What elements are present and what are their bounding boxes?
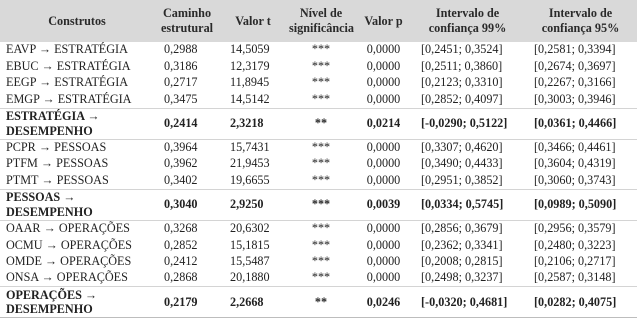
ci-99-cell: [0,2008; 0,2815] xyxy=(421,253,503,268)
header-ci-99: Intervalo de confiança 99% xyxy=(428,6,507,35)
significance-cell: *** xyxy=(286,91,356,108)
significance-cell: ** xyxy=(286,108,356,139)
construct-cell: OPERAÇÕES → DESEMPENHO xyxy=(0,287,154,318)
significance-cell: *** xyxy=(286,270,356,287)
t-value-cell: 21,9453 xyxy=(230,156,270,171)
table-row xyxy=(0,75,637,91)
t-value-cell: 20,6302 xyxy=(230,221,270,236)
significance-cell: *** xyxy=(311,139,331,154)
ci-99-cell: [0,2123; 0,3310] xyxy=(421,75,503,90)
p-value-cell: 0,0000 xyxy=(366,75,401,90)
p-value-cell: 0,0246 xyxy=(356,287,411,318)
table-row xyxy=(0,42,637,58)
construct-cell: OMDE → OPERAÇÕES xyxy=(6,253,132,268)
construct-cell: PCPR → PESSOAS xyxy=(6,139,107,154)
ci-95-cell: [0,2587; 0,3148] xyxy=(524,270,637,287)
significance-cell: *** xyxy=(286,189,356,220)
path-coefficient-cell: 0,2717 xyxy=(164,75,198,90)
path-coefficient-cell: 0,3475 xyxy=(154,91,220,108)
t-value-cell: 2,3218 xyxy=(220,108,286,139)
significance-cell: *** xyxy=(311,237,331,252)
ci-95-cell: [0,0361; 0,4466] xyxy=(524,108,637,139)
table-header xyxy=(0,0,637,42)
ci-99-cell: [0,2951; 0,3852] xyxy=(411,172,524,189)
table-row xyxy=(0,58,637,74)
t-value-cell: 14,5142 xyxy=(220,91,286,108)
ci-99-cell: [0,2856; 0,3679] xyxy=(421,221,503,236)
p-value-cell: 0,0000 xyxy=(356,172,411,189)
path-coefficient-cell: 0,3186 xyxy=(164,58,198,73)
ci-95-cell: [0,2674; 0,3697] xyxy=(534,58,616,73)
table-row-summary xyxy=(0,108,637,139)
path-coefficient-cell: 0,3268 xyxy=(164,221,198,236)
p-value-cell: 0,0000 xyxy=(366,221,401,236)
significance-cell: *** xyxy=(311,156,331,171)
ci-99-cell: [0,2362; 0,3341] xyxy=(421,237,503,252)
ci-99-cell: [0,3490; 0,4433] xyxy=(421,156,503,171)
path-coefficient-cell: 0,2852 xyxy=(164,237,198,252)
path-coefficient-cell: 0,2414 xyxy=(154,108,220,139)
p-value-cell: 0,0000 xyxy=(366,58,401,73)
ci-99-cell: [0,2511; 0,3860] xyxy=(421,58,503,73)
t-value-cell: 15,5487 xyxy=(230,253,270,268)
ci-99-cell: [0,3307; 0,4620] xyxy=(421,139,503,154)
table-row xyxy=(0,237,637,253)
ci-95-cell: [0,2480; 0,3223] xyxy=(534,237,616,252)
p-value-cell: 0,0039 xyxy=(356,189,411,220)
table-row xyxy=(0,139,637,156)
t-value-cell: 2,2668 xyxy=(220,287,286,318)
table-row xyxy=(0,156,637,172)
table-row-summary xyxy=(0,189,637,220)
ci-99-cell: [0,2498; 0,3237] xyxy=(411,270,524,287)
header-p-value: Valor p xyxy=(364,13,403,28)
significance-cell: *** xyxy=(311,75,331,90)
ci-95-cell: [0,0282; 0,4075] xyxy=(524,287,637,318)
table-row xyxy=(0,91,637,108)
header-significance-level: Nível de significância xyxy=(289,6,355,35)
ci-99-cell: [-0,0320; 0,4681] xyxy=(411,287,524,318)
path-coefficient-cell: 0,3040 xyxy=(154,189,220,220)
p-value-cell: 0,0000 xyxy=(366,139,401,154)
ci-95-cell: [0,0989; 0,5090] xyxy=(524,189,637,220)
table-row xyxy=(0,220,637,237)
p-value-cell: 0,0000 xyxy=(356,270,411,287)
ci-95-cell: [0,3060; 0,3743] xyxy=(524,172,637,189)
t-value-cell: 14,5059 xyxy=(230,42,270,57)
ci-95-cell: [0,3466; 0,4461] xyxy=(534,139,616,154)
path-coefficient-cell: 0,2179 xyxy=(154,287,220,318)
t-value-cell: 12,3179 xyxy=(230,58,270,73)
construct-cell: OAAR → OPERAÇÕES xyxy=(6,221,130,236)
ci-95-cell: [0,3003; 0,3946] xyxy=(524,91,637,108)
t-value-cell: 15,1815 xyxy=(230,237,270,252)
construct-cell: EAVP → ESTRATÉGIA xyxy=(6,42,128,57)
path-coefficient-cell: 0,2412 xyxy=(164,253,198,268)
t-value-cell: 2,9250 xyxy=(220,189,286,220)
significance-cell: *** xyxy=(286,172,356,189)
p-value-cell: 0,0000 xyxy=(366,253,401,268)
table-row xyxy=(0,270,637,287)
p-value-cell: 0,0000 xyxy=(366,42,401,57)
path-coefficient-cell: 0,3402 xyxy=(154,172,220,189)
path-coefficient-cell: 0,2988 xyxy=(164,42,198,57)
header-row xyxy=(0,0,637,42)
table-row xyxy=(0,254,637,270)
significance-cell: *** xyxy=(311,253,331,268)
construct-cell: PTMT → PESSOAS xyxy=(0,172,154,189)
header-t-value: Valor t xyxy=(235,13,271,28)
path-coefficient-cell: 0,2868 xyxy=(154,270,220,287)
p-value-cell: 0,0000 xyxy=(366,237,401,252)
table-row xyxy=(0,172,637,189)
ci-99-cell: [0,2451; 0,3524] xyxy=(421,42,503,57)
t-value-cell: 11,8945 xyxy=(230,75,270,90)
header-ci-95: Intervalo de confiança 95% xyxy=(541,6,620,35)
construct-cell: PTFM → PESSOAS xyxy=(6,156,109,171)
p-value-cell: 0,0000 xyxy=(356,91,411,108)
significance-cell: *** xyxy=(311,221,331,236)
table-row-summary xyxy=(0,287,637,318)
construct-cell: ESTRATÉGIA → DESEMPENHO xyxy=(0,108,154,139)
header-constructs: Construtos xyxy=(48,13,106,28)
p-value-cell: 0,0214 xyxy=(356,108,411,139)
p-value-cell: 0,0000 xyxy=(366,156,401,171)
t-value-cell: 20,1880 xyxy=(220,270,286,287)
significance-cell: ** xyxy=(286,287,356,318)
construct-cell: EEGP → ESTRATÉGIA xyxy=(6,75,129,90)
table-body xyxy=(0,42,637,318)
ci-95-cell: [0,2581; 0,3394] xyxy=(534,42,616,57)
ci-99-cell: [0,2852; 0,4097] xyxy=(411,91,524,108)
construct-cell: OCMU → OPERAÇÕES xyxy=(6,237,132,252)
construct-cell: EBUC → ESTRATÉGIA xyxy=(6,58,131,73)
ci-95-cell: [0,2956; 0,3579] xyxy=(534,221,616,236)
path-coefficient-cell: 0,3964 xyxy=(164,139,198,154)
t-value-cell: 15,7431 xyxy=(230,139,270,154)
construct-cell: PESSOAS → DESEMPENHO xyxy=(0,189,154,220)
ci-99-cell: [-0,0290; 0,5122] xyxy=(411,108,524,139)
ci-99-cell: [0,0334; 0,5745] xyxy=(411,189,524,220)
construct-cell: ONSA → OPERAÇÕES xyxy=(0,270,154,287)
significance-cell: *** xyxy=(311,58,331,73)
path-coefficient-cell: 0,3962 xyxy=(164,156,198,171)
ci-95-cell: [0,3604; 0,4319] xyxy=(534,156,616,171)
t-value-cell: 19,6655 xyxy=(220,172,286,189)
ci-95-cell: [0,2267; 0,3166] xyxy=(534,75,616,90)
construct-cell: EMGP → ESTRATÉGIA xyxy=(0,91,154,108)
ci-95-cell: [0,2106; 0,2717] xyxy=(534,253,616,268)
header-structural-path: Caminho estrutural xyxy=(160,6,214,35)
significance-cell: *** xyxy=(311,42,331,57)
